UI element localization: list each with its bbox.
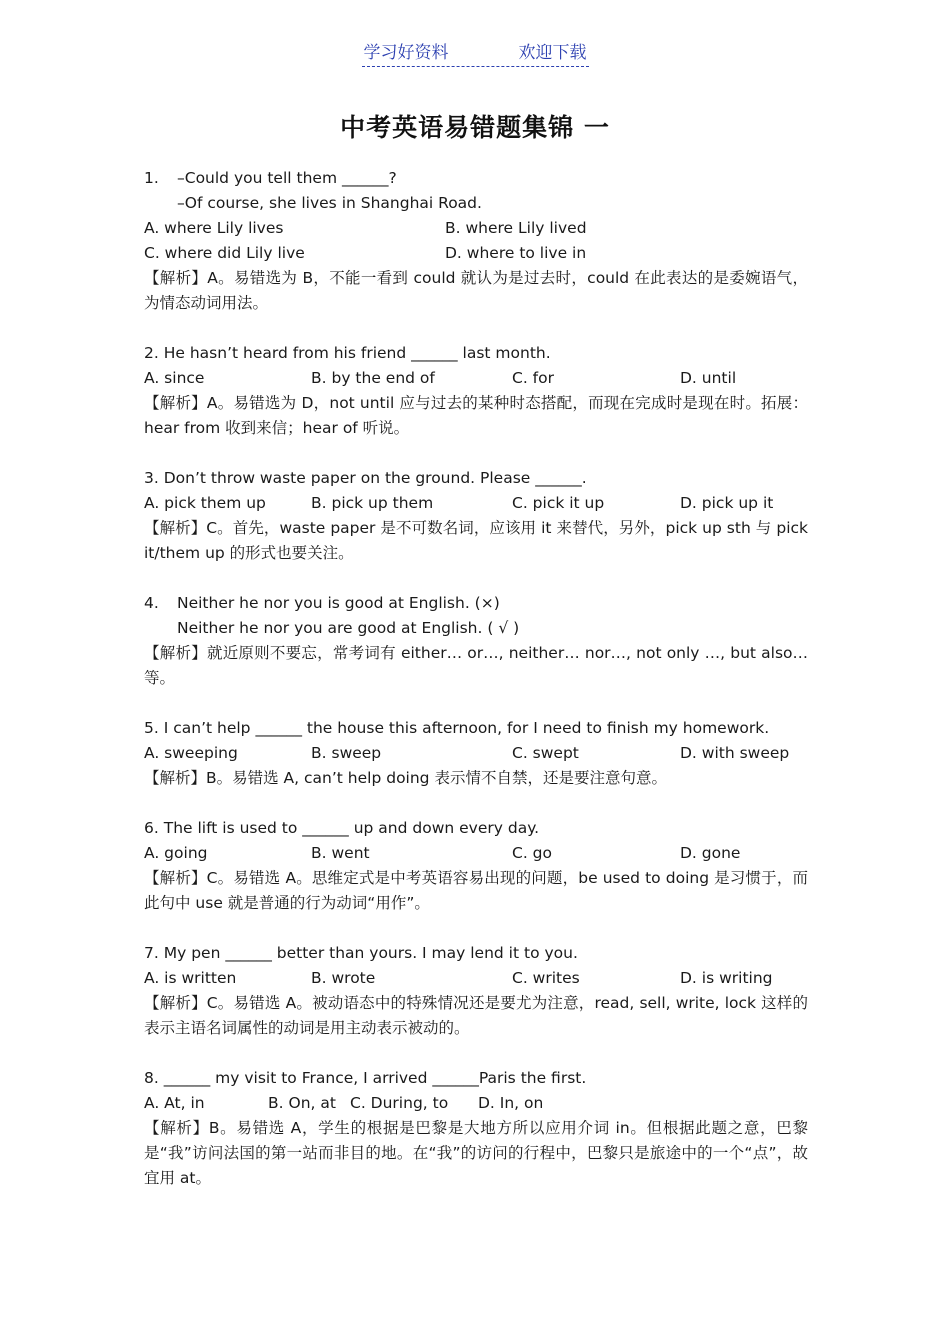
analysis-text: 【解析】A。易错选为 D，not until 应与过去的某种时态搭配，而现在完成时是现在时。拓展：hear from 收到来信；hear of 听说。 [144,394,808,437]
option-c: C. swept [512,744,579,762]
option-a: A. is written [144,969,237,987]
header-text [362,38,589,67]
analysis-text: 【解析】A。易错选为 B，不能一看到 could 就认为是过去时，could 在此表达的是委婉语气，为情态动词用法。 [144,269,808,312]
option-a: A. going [144,844,208,862]
header-left: 学习好资料 [363,43,449,63]
question-number: 4. [144,594,159,612]
question-line [144,1066,808,1091]
question-line [144,816,808,841]
option-row [144,966,808,991]
question-text: I can’t help ______ the house this afternoon, for I need to finish my homework. [163,719,770,737]
option-c: C. writes [512,969,580,987]
question-line [144,716,808,741]
question-4 [144,591,808,691]
question-list [144,166,808,1191]
question-8 [144,1066,808,1191]
option-d: D. where to live in [445,244,587,262]
option-a: A. since [144,369,205,387]
analysis-text: 【解析】B。易错选 A, can’t help doing 表示情不自禁，还是要注意句意。 [144,769,667,787]
option-b: B. by the end of [311,369,435,387]
option-a: A. sweeping [144,744,238,762]
question-text: Neither he nor you is good at English. (×) [177,594,500,612]
option-c: C. go [512,844,552,862]
question-line: –Of course, she lives in Shanghai Road. [177,194,482,212]
option-row [144,741,808,766]
question-line [144,941,808,966]
question-7 [144,941,808,1041]
question-text: He hasn’t heard from his friend ______ last month. [163,344,551,362]
question-line [144,341,808,366]
option-c: C. pick it up [512,494,605,512]
option-d: D. In, on [478,1094,544,1112]
option-row [144,1091,808,1116]
question-line: Neither he nor you are good at English. ( √ ) [177,619,520,637]
option-b: B. On, at [268,1094,336,1112]
question-2 [144,341,808,441]
analysis-text: 【解析】就近原则不要忘，常考词有 either… or…, neither… nor…, not only …, but also… 等。 [144,644,808,687]
analysis-text: 【解析】C。易错选 A。思维定式是中考英语容易出现的问题，be used to doing 是习惯于，而此句中 use 就是普通的行为动词“用作”。 [144,869,808,912]
question-number: 8. [144,1069,159,1087]
option-c: C. for [512,369,554,387]
option-a: A. At, in [144,1094,205,1112]
analysis-text: 【解析】B。易错选 A，学生的根据是巴黎是大地方所以应用介词 in。但根据此题之意，巴黎是“我”访问法国的第一站而非目的地。在“我”的访问的行程中，巴黎只是旅途中的一个“点”，故宜用 at。 [144,1119,808,1187]
question-number: 6. [144,819,159,837]
question-number: 2. [144,344,159,362]
page-title: 中考英语易错题集锦 一 [340,113,610,142]
question-text: ______ my visit to France, I arrived ______Paris the first. [163,1069,587,1087]
option-row [144,241,808,266]
analysis-text: 【解析】C。首先，waste paper 是不可数名词，应该用 it 来替代，另外，pick up sth 与 pick it/them up 的形式也要关注。 [144,519,808,562]
option-row [144,216,808,241]
option-d: D. until [680,369,737,387]
option-c: C. where did Lily live [144,244,305,262]
question-1 [144,166,808,316]
option-row [144,491,808,516]
page-header [0,38,950,67]
option-d: D. is writing [680,969,773,987]
option-b: B. wrote [311,969,376,987]
question-3 [144,466,808,566]
option-d: D. with sweep [680,744,790,762]
option-row [144,366,808,391]
question-line [144,166,808,191]
header-right: 欢迎下载 [518,43,587,63]
option-d: D. gone [680,844,741,862]
option-b: B. pick up them [311,494,434,512]
question-number: 5. [144,719,159,737]
option-b: B. went [311,844,370,862]
option-d: D. pick up it [680,494,774,512]
option-a: A. pick them up [144,494,266,512]
question-5 [144,716,808,791]
question-6 [144,816,808,916]
option-row [144,841,808,866]
question-text: Don’t throw waste paper on the ground. Please ______. [163,469,587,487]
question-text: The lift is used to ______ up and down every day. [163,819,540,837]
option-b: B. sweep [311,744,382,762]
question-number: 3. [144,469,159,487]
question-number: 1. [144,169,159,187]
question-line [144,466,808,491]
question-text: –Could you tell them ______? [177,169,397,187]
question-line [144,591,808,616]
question-number: 7. [144,944,159,962]
option-c: C. During, to [350,1094,449,1112]
option-b: B. where Lily lived [445,219,587,237]
option-a: A. where Lily lives [144,219,284,237]
question-text: My pen ______ better than yours. I may lend it to you. [163,944,578,962]
analysis-text: 【解析】C。易错选 A。被动语态中的特殊情况还是要尤为注意，read, sell, write, lock 这样的表示主语名词属性的动词是用主动表示被动的。 [144,994,808,1037]
